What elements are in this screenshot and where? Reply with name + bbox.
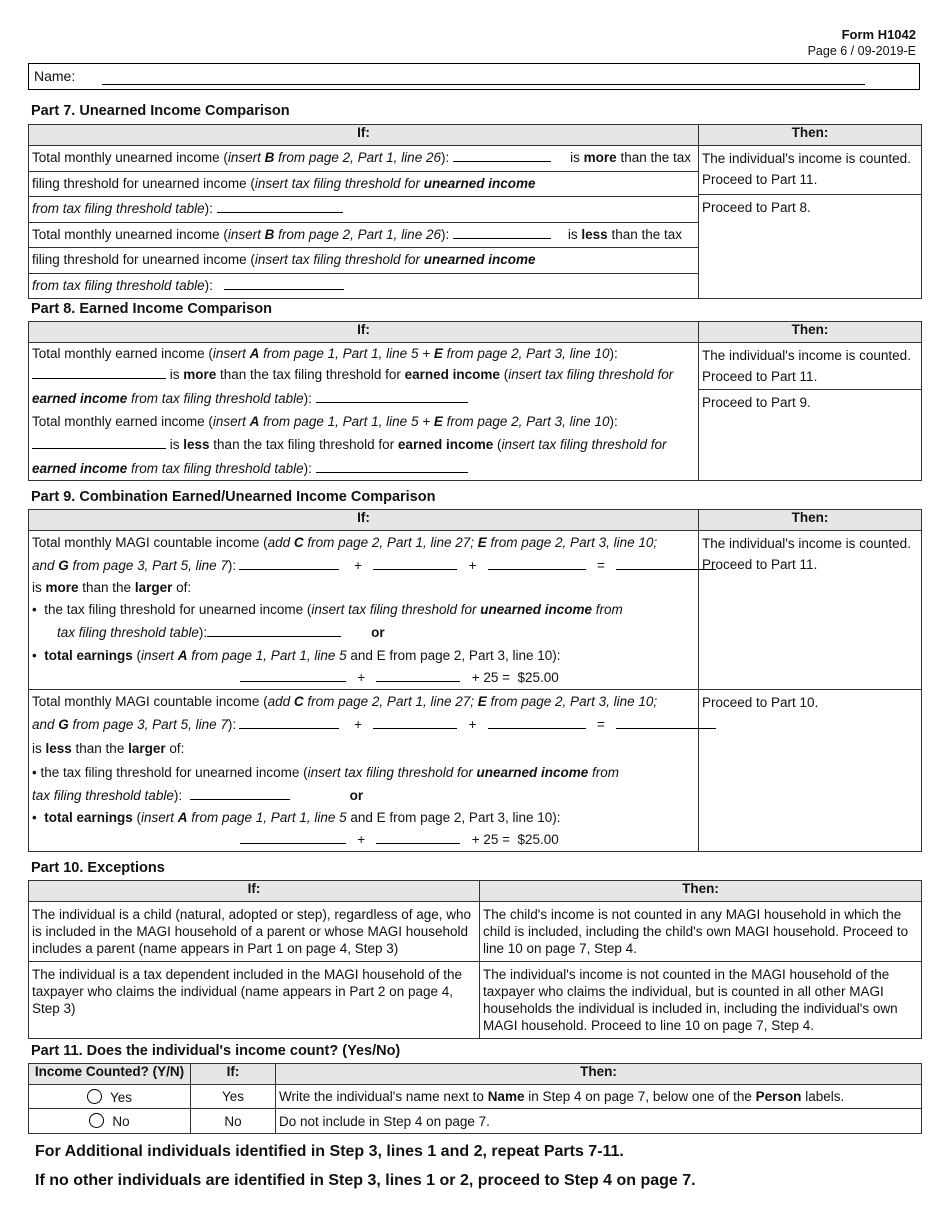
unearned-income-field-2[interactable] xyxy=(453,226,551,239)
part8-results xyxy=(699,343,922,481)
magi-threshold-field-2[interactable] xyxy=(190,787,290,800)
part9-more-line3: is more than the larger of: xyxy=(32,580,192,595)
part7-then-counted: The individual's income is counted. Proceed to Part 11. xyxy=(702,151,911,187)
total-earnings-e-field-2[interactable] xyxy=(376,831,460,844)
part11-if-header: If: xyxy=(191,1064,276,1085)
part9-more-bullet2: • total earnings (insert A from page 1, Part 1, line 5 and E from page 2, Part 3, line 10): xyxy=(32,648,561,663)
footer-repeat-instruction: For Additional individuals identified in Step 3, lines 1 and 2, repeat Parts 7-11. xyxy=(35,1143,624,1160)
part7-line1: Total monthly unearned income (insert B from page 2, Part 1, line 26): is more than the tax xyxy=(32,150,691,165)
page-number: Page 6 / 09-2019-E xyxy=(807,44,916,58)
unearned-income-field-1[interactable] xyxy=(453,149,551,162)
part8-title: Part 8. Earned Income Comparison xyxy=(31,301,272,317)
part10-row1-if: The individual is a child (natural, adopted or step), regardless of age, who is included in the MAGI household of a parent or whose MAGI household includes a parent (name appears in Part 1 on page 4, Step 3) xyxy=(29,902,480,962)
part7-if-header: If: xyxy=(29,125,699,146)
magi-c-field-1[interactable] xyxy=(239,557,339,570)
part8-then-counted: The individual's income is counted. Proceed to Part 11. xyxy=(702,348,911,384)
part11-if-yes: Yes xyxy=(191,1085,276,1109)
part9-then-counted: The individual's income is counted. Proceed to Part 11. xyxy=(699,531,922,690)
part11-table xyxy=(28,1063,922,1134)
part8-table xyxy=(28,321,922,481)
footer-proceed-instruction: If no other individuals are identified in Step 3, lines 1 or 2, proceed to Step 4 on page 7. xyxy=(35,1172,696,1189)
total-earnings-a-field-1[interactable] xyxy=(240,669,346,682)
part11-then-yes: Write the individual's name next to Name in Step 4 on page 7, below one of the Person labels. xyxy=(276,1085,922,1109)
part7-then-header: Then: xyxy=(699,125,922,146)
magi-e-field-2[interactable] xyxy=(373,716,457,729)
part10-row2-then: The individual's income is not counted in the MAGI household of the taxpayer who claims the individual, but is counted in all other MAGI households the individual is included in, including the individual's own MAGI household. Proceed to line 10 on page 7, Step 4. xyxy=(480,962,922,1039)
part9-more-line1: Total monthly MAGI countable income (add C from page 2, Part 1, line 27; E from page 2, Part 3, line 10; xyxy=(32,535,658,550)
part8-line5: is less than the tax filing threshold for earned income (insert tax filing threshold for xyxy=(32,433,695,457)
part9-more-line7: + + 25 = $25.00 xyxy=(32,667,695,689)
name-field[interactable] xyxy=(28,63,920,90)
part11-counted-header: Income Counted? (Y/N) xyxy=(29,1064,191,1085)
part9-less-bullet1b: tax filing threshold table): or xyxy=(32,788,364,803)
earned-threshold-field-2[interactable] xyxy=(316,460,468,473)
part7-results xyxy=(699,146,922,299)
unearned-threshold-field-1[interactable] xyxy=(217,200,343,213)
part8-if-header: If: xyxy=(29,322,699,343)
unearned-threshold-field-2[interactable] xyxy=(224,277,344,290)
magi-c-field-2[interactable] xyxy=(239,716,339,729)
part9-less-bullet1: • the tax filing threshold for unearned income (insert tax filing threshold for unearned income from xyxy=(32,765,620,780)
part8-line3: earned income from tax filing threshold table): xyxy=(32,386,695,410)
part7-line3: from tax filing threshold table): xyxy=(29,196,698,222)
part10-table xyxy=(28,880,922,1039)
magi-e-field-1[interactable] xyxy=(373,557,457,570)
part9-less-conditions xyxy=(29,690,699,852)
part8-conditions xyxy=(29,343,699,481)
part9-more-bullet1b: tax filing threshold table): or xyxy=(57,625,385,640)
part9-if-header: If: xyxy=(29,510,699,531)
part10-row2-if: The individual is a tax dependent included in the MAGI household of the taxpayer who claims the individual (name appears in Part 2 on page 4, Step 3) xyxy=(29,962,480,1039)
part7-table xyxy=(28,124,922,299)
part7-line6: from tax filing threshold table): xyxy=(29,273,698,299)
part9-table xyxy=(28,509,922,852)
part9-more-conditions xyxy=(29,531,699,690)
yes-option[interactable]: Yes xyxy=(29,1085,191,1109)
total-earnings-e-field-1[interactable] xyxy=(376,669,460,682)
part9-less-line7: + + 25 = $25.00 xyxy=(32,829,695,851)
part11-if-no: No xyxy=(191,1109,276,1134)
part10-title: Part 10. Exceptions xyxy=(31,860,165,876)
part11-title: Part 11. Does the individual's income count? (Yes/No) xyxy=(31,1043,401,1059)
part9-title: Part 9. Combination Earned/Unearned Income Comparison xyxy=(31,489,436,505)
part9-less-line3: is less than the larger of: xyxy=(32,741,185,756)
part7-conditions xyxy=(29,146,699,299)
part9-less-line2: and G from page 3, Part 5, line 7): + + = xyxy=(32,713,695,737)
magi-threshold-field-1[interactable] xyxy=(207,624,341,637)
earned-income-field-1[interactable] xyxy=(32,366,166,379)
magi-total-field-2[interactable] xyxy=(616,716,716,729)
total-earnings-a-field-2[interactable] xyxy=(240,831,346,844)
no-option[interactable]: No xyxy=(29,1109,191,1134)
part9-less-line1: Total monthly MAGI countable income (add C from page 2, Part 1, line 27; E from page 2, Part 3, line 10; xyxy=(32,694,658,709)
part9-then-header: Then: xyxy=(699,510,922,531)
part10-row1-then: The child's income is not counted in any MAGI household in which the child is included, including the child's own MAGI household. Proceed to line 10 on page 7, Step 4. xyxy=(480,902,922,962)
earned-income-field-2[interactable] xyxy=(32,436,166,449)
part8-then-proceed9: Proceed to Part 9. xyxy=(699,389,921,413)
part9-less-bullet2: • total earnings (insert A from page 1, Part 1, line 5 and E from page 2, Part 3, line 10): xyxy=(32,810,561,825)
magi-g-field-1[interactable] xyxy=(488,557,586,570)
part9-more-bullet1: • the tax filing threshold for unearned income (insert tax filing threshold for unearned income from xyxy=(32,602,623,617)
part11-then-header: Then: xyxy=(276,1064,922,1085)
part11-then-no: Do not include in Step 4 on page 7. xyxy=(276,1109,922,1134)
form-number: Form H1042 xyxy=(841,27,916,42)
name-label: Name: xyxy=(34,68,76,84)
no-radio[interactable] xyxy=(89,1113,104,1128)
part9-then-proceed10: Proceed to Part 10. xyxy=(699,690,922,852)
part10-then-header: Then: xyxy=(480,881,922,902)
part8-then-header: Then: xyxy=(699,322,922,343)
part10-if-header: If: xyxy=(29,881,480,902)
part8-line4: Total monthly earned income (insert A from page 1, Part 1, line 5 + E from page 2, Part 3, line 10): xyxy=(32,414,618,429)
magi-g-field-2[interactable] xyxy=(488,716,586,729)
total-earnings-amount-1: $25.00 xyxy=(517,670,559,685)
total-earnings-amount-2: $25.00 xyxy=(517,832,559,847)
part8-line6: earned income from tax filing threshold table): xyxy=(32,457,695,480)
part9-more-line2: and G from page 3, Part 5, line 7): + + = xyxy=(32,554,695,577)
part7-then-proceed8: Proceed to Part 8. xyxy=(699,194,921,218)
form-header xyxy=(808,27,916,59)
yes-radio[interactable] xyxy=(87,1089,102,1104)
earned-threshold-field-1[interactable] xyxy=(316,390,468,403)
part7-line4: Total monthly unearned income (insert B from page 2, Part 1, line 26): is less than the tax xyxy=(29,222,698,248)
part8-line1: Total monthly earned income (insert A from page 1, Part 1, line 5 + E from page 2, Part 3, line 10): xyxy=(32,346,618,361)
name-line[interactable] xyxy=(102,84,865,85)
part7-line5: filing threshold for unearned income (insert tax filing threshold for unearned income xyxy=(29,247,698,273)
part8-line2: is more than the tax filing threshold for earned income (insert tax filing threshold for xyxy=(32,364,695,386)
part7-title: Part 7. Unearned Income Comparison xyxy=(31,103,290,119)
part7-line2: filing threshold for unearned income (insert tax filing threshold for unearned income xyxy=(29,171,698,197)
